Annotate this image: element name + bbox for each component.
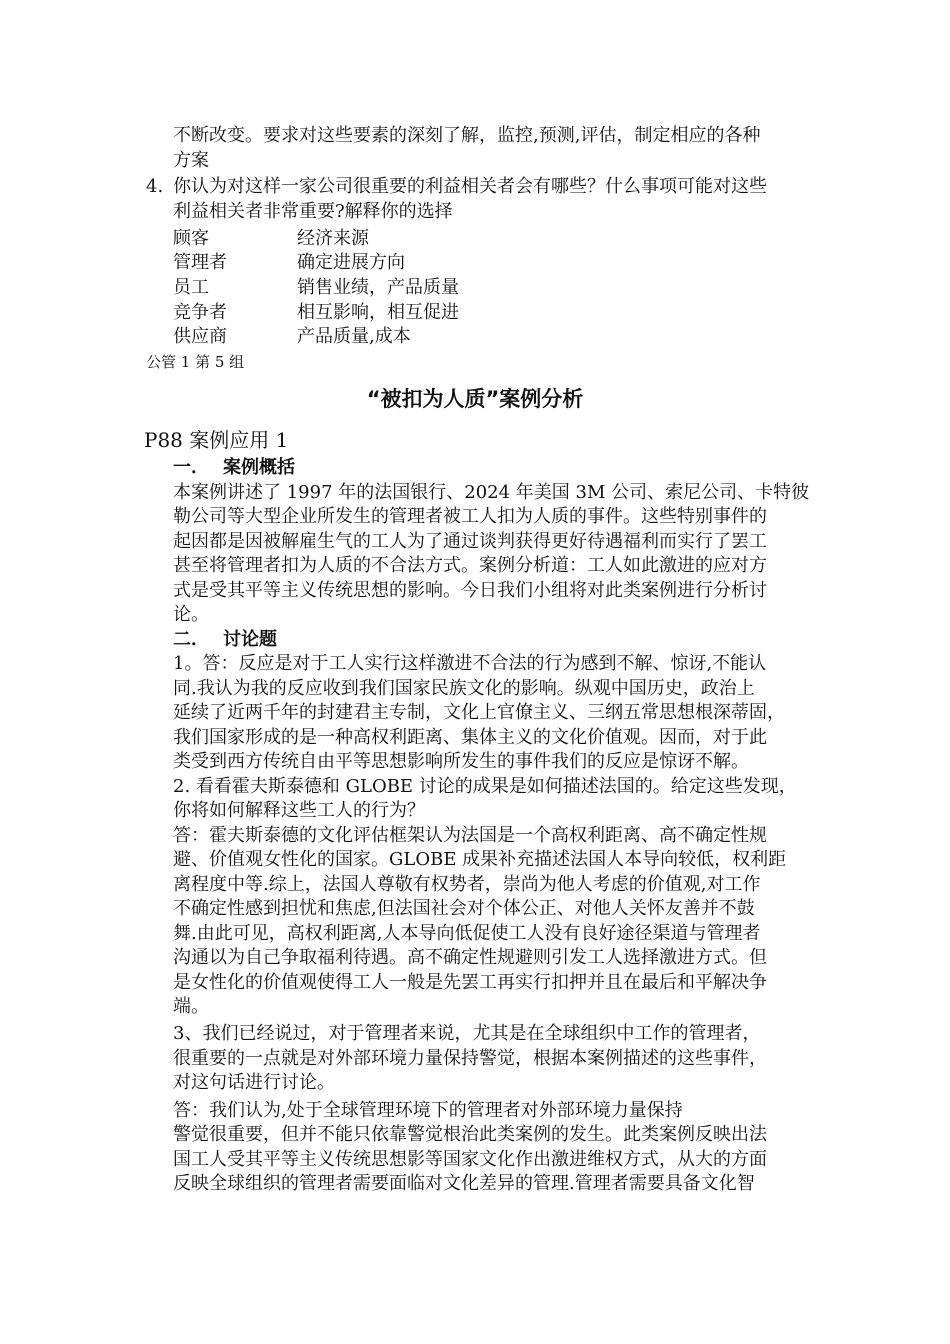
discussion-line: 舞.由此可见，高权利距离,人本导向低促使工人没有良好途径渠道与管理者 xyxy=(173,923,761,944)
question-number: 4. xyxy=(146,176,164,197)
group-label: 公管 1 第 5 组 xyxy=(146,353,245,371)
stakeholder-concern: 销售业绩，产品质量 xyxy=(297,277,459,298)
section-heading-discussion xyxy=(173,627,277,652)
discussion-line: 是女性化的价值观使得工人一般是先罢工再实行扣押并且在最后和平解决争 xyxy=(173,972,767,993)
discussion-line: 延续了近两千年的封建君主专制，文化上官僚主义、三纲五常思想根深蒂固， xyxy=(173,702,785,723)
discussion-line: 避、价值观女性化的国家。GLOBE 成果补充描述法国人本导向较低，权利距 xyxy=(173,849,787,870)
discussion-line: 答：霍夫斯泰德的文化评估框架认为法国是一个高权利距离、高不确定性规 xyxy=(173,825,767,846)
discussion-line: 答：我们认为,处于全球管理环境下的管理者对外部环境力量保持 xyxy=(173,1100,683,1121)
summary-line: 甚至将管理者扣为人质的不合法方式。案例分析道：工人如此激进的应对方 xyxy=(173,555,767,576)
case-label: P88 案例应用 1 xyxy=(144,428,289,452)
discussion-line: 警觉很重要，但并不能只依靠警觉根治此类案例的发生。此类案例反映出法 xyxy=(173,1124,767,1145)
text-line: 不断改变。要求对这些要素的深刻了解，监控,预测,评估，制定相应的各种 xyxy=(173,125,761,146)
discussion-line: 国工人受其平等主义传统思想影等国家文化作出激进维权方式，从大的方面 xyxy=(173,1149,767,1170)
stakeholder-concern: 产品质量,成本 xyxy=(297,326,411,347)
section-marker: 二． xyxy=(173,629,209,650)
summary-line: 本案例讲述了 1997 年的法国银行、2024 年美国 3M 公司、索尼公司、卡特彼 xyxy=(173,482,810,503)
discussion-line: 1。答：反应是对于工人实行这样激进不合法的行为感到不解、惊讶,不能认 xyxy=(173,653,767,674)
stakeholder-name: 供应商 xyxy=(173,326,227,347)
discussion-line: 类受到西方传统自由平等思想影响所发生的事件我们的反应是惊讶不解。 xyxy=(173,751,749,772)
section-marker: 一． xyxy=(173,457,209,478)
discussion-line: 离程度中等.综上，法国人尊敬有权势者，崇尚为他人考虑的价值观,对工作 xyxy=(173,874,761,895)
stakeholder-name: 顾客 xyxy=(173,228,209,249)
section-heading-summary xyxy=(173,455,295,480)
discussion-line: 你将如何解释这些工人的行为？ xyxy=(173,800,425,821)
section-title: 案例概括 xyxy=(223,457,295,478)
discussion-line: 沟通以为自己争取福利待遇。高不确定性规避则引发工人选择激进方式。但 xyxy=(173,947,767,968)
summary-line: 论。 xyxy=(173,604,209,625)
summary-line: 起因都是因被解雇生气的工人为了通过谈判获得更好待遇福利而实行了罢工 xyxy=(173,531,767,552)
summary-line: 式是受其平等主义传统思想的影响。今日我们小组将对此类案例进行分析讨 xyxy=(173,580,767,601)
discussion-line: 我们国家形成的是一种高权利距离、集体主义的文化价值观。因而，对于此 xyxy=(173,727,767,748)
discussion-line: 对这句话进行讨论。 xyxy=(173,1072,335,1093)
stakeholder-concern: 经济来源 xyxy=(297,228,369,249)
text-line: 方案 xyxy=(173,150,209,171)
stakeholder-concern: 确定进展方向 xyxy=(297,252,405,273)
question-line: 你认为对这样一家公司很重要的利益相关者会有哪些？什么事项可能对这些 xyxy=(173,176,767,197)
stakeholder-name: 竞争者 xyxy=(173,302,227,323)
discussion-line: 很重要的一点就是对外部环境力量保持警觉，根据本案例描述的这些事件， xyxy=(173,1048,767,1069)
question-line: 利益相关者非常重要?解释你的选择 xyxy=(173,201,453,222)
stakeholder-name: 员工 xyxy=(173,277,209,298)
discussion-line: 2. 看看霍夫斯泰德和 GLOBE 讨论的成果是如何描述法国的。给定这些发现， xyxy=(173,776,797,797)
discussion-line: 不确定性感到担忧和焦虑,但法国社会对个体公正、对他人关怀友善并不鼓 xyxy=(173,898,755,919)
discussion-line: 端。 xyxy=(173,996,209,1017)
stakeholder-name: 管理者 xyxy=(173,252,227,273)
section-title: 讨论题 xyxy=(223,629,277,650)
stakeholder-concern: 相互影响，相互促进 xyxy=(297,302,459,323)
discussion-line: 反映全球组织的管理者需要面临对文化差异的管理.管理者需要具备文化智 xyxy=(173,1173,755,1194)
summary-line: 勒公司等大型企业所发生的管理者被工人扣为人质的事件。这些特别事件的 xyxy=(173,506,767,527)
discussion-line: 3、我们已经说过，对于管理者来说，尤其是在全球组织中工作的管理者， xyxy=(173,1023,761,1044)
discussion-line: 同.我认为我的反应收到我们国家民族文化的影响。纵观中国历史，政治上 xyxy=(173,678,755,699)
page-title: “被扣为人质”案例分析 xyxy=(366,387,584,411)
